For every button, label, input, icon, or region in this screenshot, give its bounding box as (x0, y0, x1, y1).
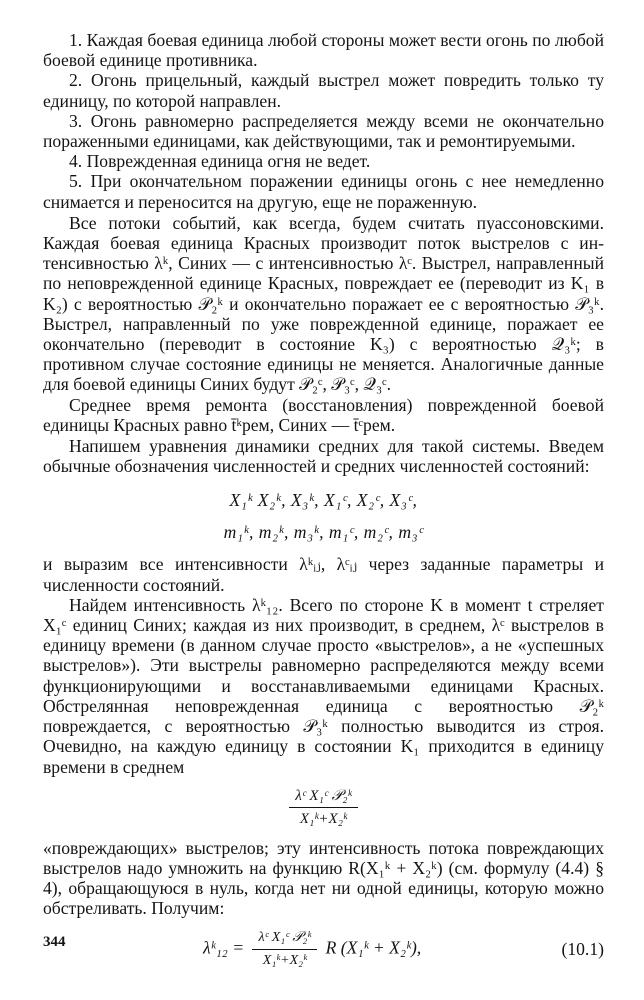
list-item-5: 5. При окончательном поражении единицы огонь с нее немедленно снимается и переносится на другую, еще не пораженную. (43, 171, 604, 212)
paragraph-repair: Среднее время ремонта (восстановления) поврежденной боевой единицы Красных равно t̄ᵏрем, Синих — t̄ᶜрем. (43, 394, 604, 435)
paragraph-equations: Напишем уравнения динамики средних для такой системы. Введем обычные обозначения численностей и средних численностей состояний: (43, 436, 604, 477)
formula-state-counts: X₁ᵏ X₂ᵏ, X₃ᵏ, X₁ᶜ, X₂ᶜ, X₃ᶜ, (229, 490, 418, 511)
list-item-3: 3. Огонь равномерно распределяется между всеми не окончательно пораженными единицами, как действующими, так и ремонтируемыми. (43, 110, 604, 152)
fraction-numerator: λᶜ X₁ᶜ 𝒫₂ᵏ (289, 787, 358, 808)
equation-10-1 (43, 925, 604, 981)
list-item-2: 2. Огонь прицельный, каждый выстрел может повредить только ту единицу, по которой направлен. (43, 70, 604, 111)
equation-denominator: X₁ᵏ+X₂ᵏ (262, 952, 307, 968)
formula-mean-counts: m₁ᵏ, m₂ᵏ, m₃ᵏ, m₁ᶜ, m₂ᶜ, m₃ᶜ (223, 522, 424, 543)
equation-rhs: R (X₁ᵏ + X₂ᵏ), (325, 937, 422, 958)
fraction (289, 787, 358, 828)
paragraph-flows: Все потоки событий, как всегда, будем считать пуассоновскими. Каждая боевая единица Красных производит поток выстрелов с интенсивностью λᵏ, Синих — с интенсивностью λᶜ. Выстрел, направленный по неповрежденной единице Красных, повреждает ее (переводит из K₁ в K₂) с вероятностью 𝒫₂ᵏ и окончательно поражает ее с вероятностью 𝒫₃ᵏ. Выстрел, направленный по уже поврежденной единице, поражает ее окончательно (переводит в состояние K₃) с вероятностью 𝒬₃ᵏ; в противном случае состояние единицы не меняется. Аналогичные данные для боевой единицы Синих будут 𝒫₂ᶜ, 𝒫₃ᶜ, 𝒬₃ᶜ. (43, 212, 604, 395)
text-column (43, 30, 604, 981)
display-fraction (43, 787, 604, 828)
paragraph-express: и выразим все интенсивности λᵏᵢⱼ, λᶜᵢⱼ через заданные параметры и численности состояний. (43, 554, 604, 595)
page-number: 344 (43, 934, 66, 950)
equation-numerator: λᶜ X₁ᶜ 𝒫₂ᵏ (252, 929, 317, 950)
fraction-denominator: X₁ᵏ+X₂ᵏ (299, 810, 348, 827)
list-item-1: 1. Каждая боевая единица любой стороны может вести огонь по любой боевой единице противника. (43, 30, 604, 71)
paragraph-find: Найдем интенсивность λᵏ₁₂. Всего по стороне K в момент t стреляет X₁ᶜ единиц Синих; каждая из них производит, в среднем, λᶜ выстрелов в единицу времени (в данном случае просто «выстрелов», а не «успешных выстрелов»). Эти выстрелы равномерно распределяются между всеми функционирующими и восстанавливаемыми единицами Красных. Обстрелянная неповрежденная единица с вероятностью 𝒫₂ᵏ повреждается, с вероятностью 𝒫₃ᵏ полностью выводится из строя. Очевидно, на каждую единицу в состоянии K₁ приходится в единицу времени в среднем (43, 594, 604, 777)
equation-fraction (252, 929, 317, 970)
equation-body (203, 929, 421, 970)
equation-lhs: λᵏ₁₂ = (203, 937, 245, 958)
list-item-4: 4. Поврежденная единица огня не ведет. (69, 151, 371, 172)
equation-number: (10.1) (561, 938, 604, 959)
paragraph-damaging: «повреждающих» выстрелов; эту интенсивность потока повреждающих выстрелов надо умножить на функцию R(X₁ᵏ + X₂ᵏ) (см. формулу (4.4) § 4), обращающуюся в нуль, когда нет ни одной единицы, которую можно обстреливать. Получим: (43, 837, 604, 919)
